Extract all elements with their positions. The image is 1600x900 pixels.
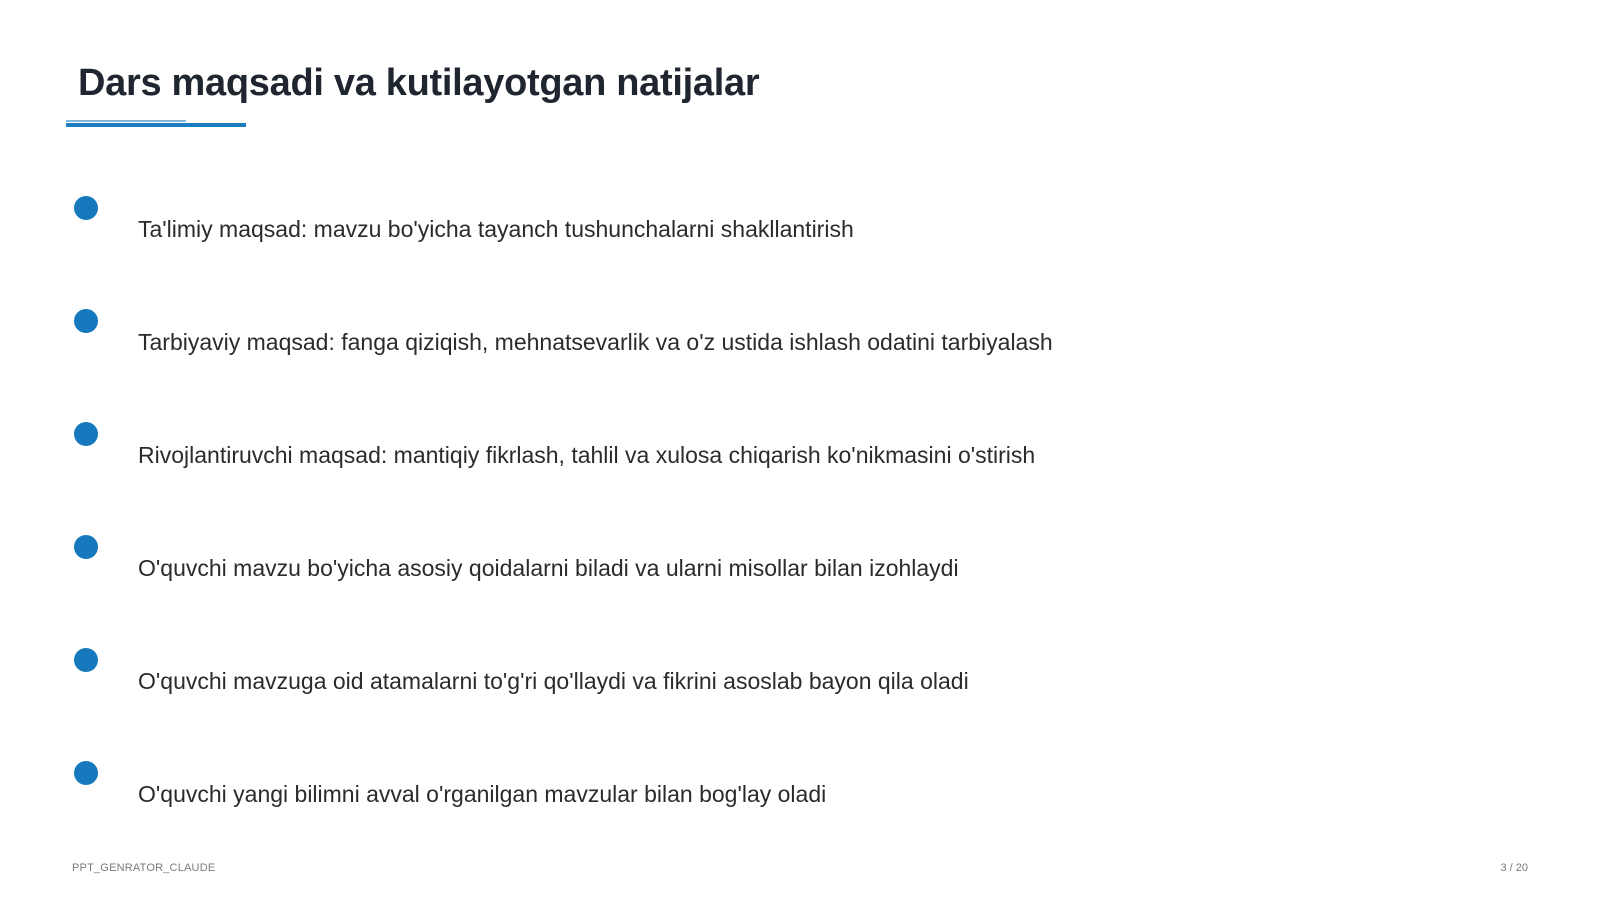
bullet-dot-icon xyxy=(74,196,98,220)
bullet-text: O'quvchi mavzu bo'yicha asosiy qoidalarni biladi va ularni misollar bilan izohlaydi xyxy=(138,555,959,581)
bullet-dot-icon xyxy=(74,761,98,785)
slide-title: Dars maqsadi va kutilayotgan natijalar xyxy=(78,62,760,104)
list-item xyxy=(0,535,1200,605)
list-item xyxy=(0,648,1200,718)
footer-source: PPT_GENRATOR_CLAUDE xyxy=(72,862,216,874)
bullet-text: O'quvchi mavzuga oid atamalarni to'g'ri qo'llaydi va fikrini asoslab bayon qila oladi xyxy=(138,668,969,694)
bullet-text: Ta'limiy maqsad: mavzu bo'yicha tayanch tushunchalarni shakllantirish xyxy=(138,216,854,242)
list-item xyxy=(0,196,1200,266)
bullet-dot-icon xyxy=(74,648,98,672)
bullet-text: Rivojlantiruvchi maqsad: mantiqiy fikrlash, tahlil va xulosa chiqarish ko'nikmasini o'stirish xyxy=(138,442,1036,468)
list-item xyxy=(0,422,1200,492)
bullet-dot-icon xyxy=(74,535,98,559)
bullet-text: O'quvchi yangi bilimni avval o'rganilgan mavzular bilan bog'lay oladi xyxy=(138,781,827,807)
bullet-text: Tarbiyaviy maqsad: fanga qiziqish, mehnatsevarlik va o'z ustida ishlash odatini tarbiyalash xyxy=(138,329,1053,355)
list-item xyxy=(0,309,1200,379)
page-number: 3 / 20 xyxy=(1500,862,1528,874)
bullet-dot-icon xyxy=(74,422,98,446)
list-item xyxy=(0,761,1200,831)
bullet-dot-icon xyxy=(74,309,98,333)
